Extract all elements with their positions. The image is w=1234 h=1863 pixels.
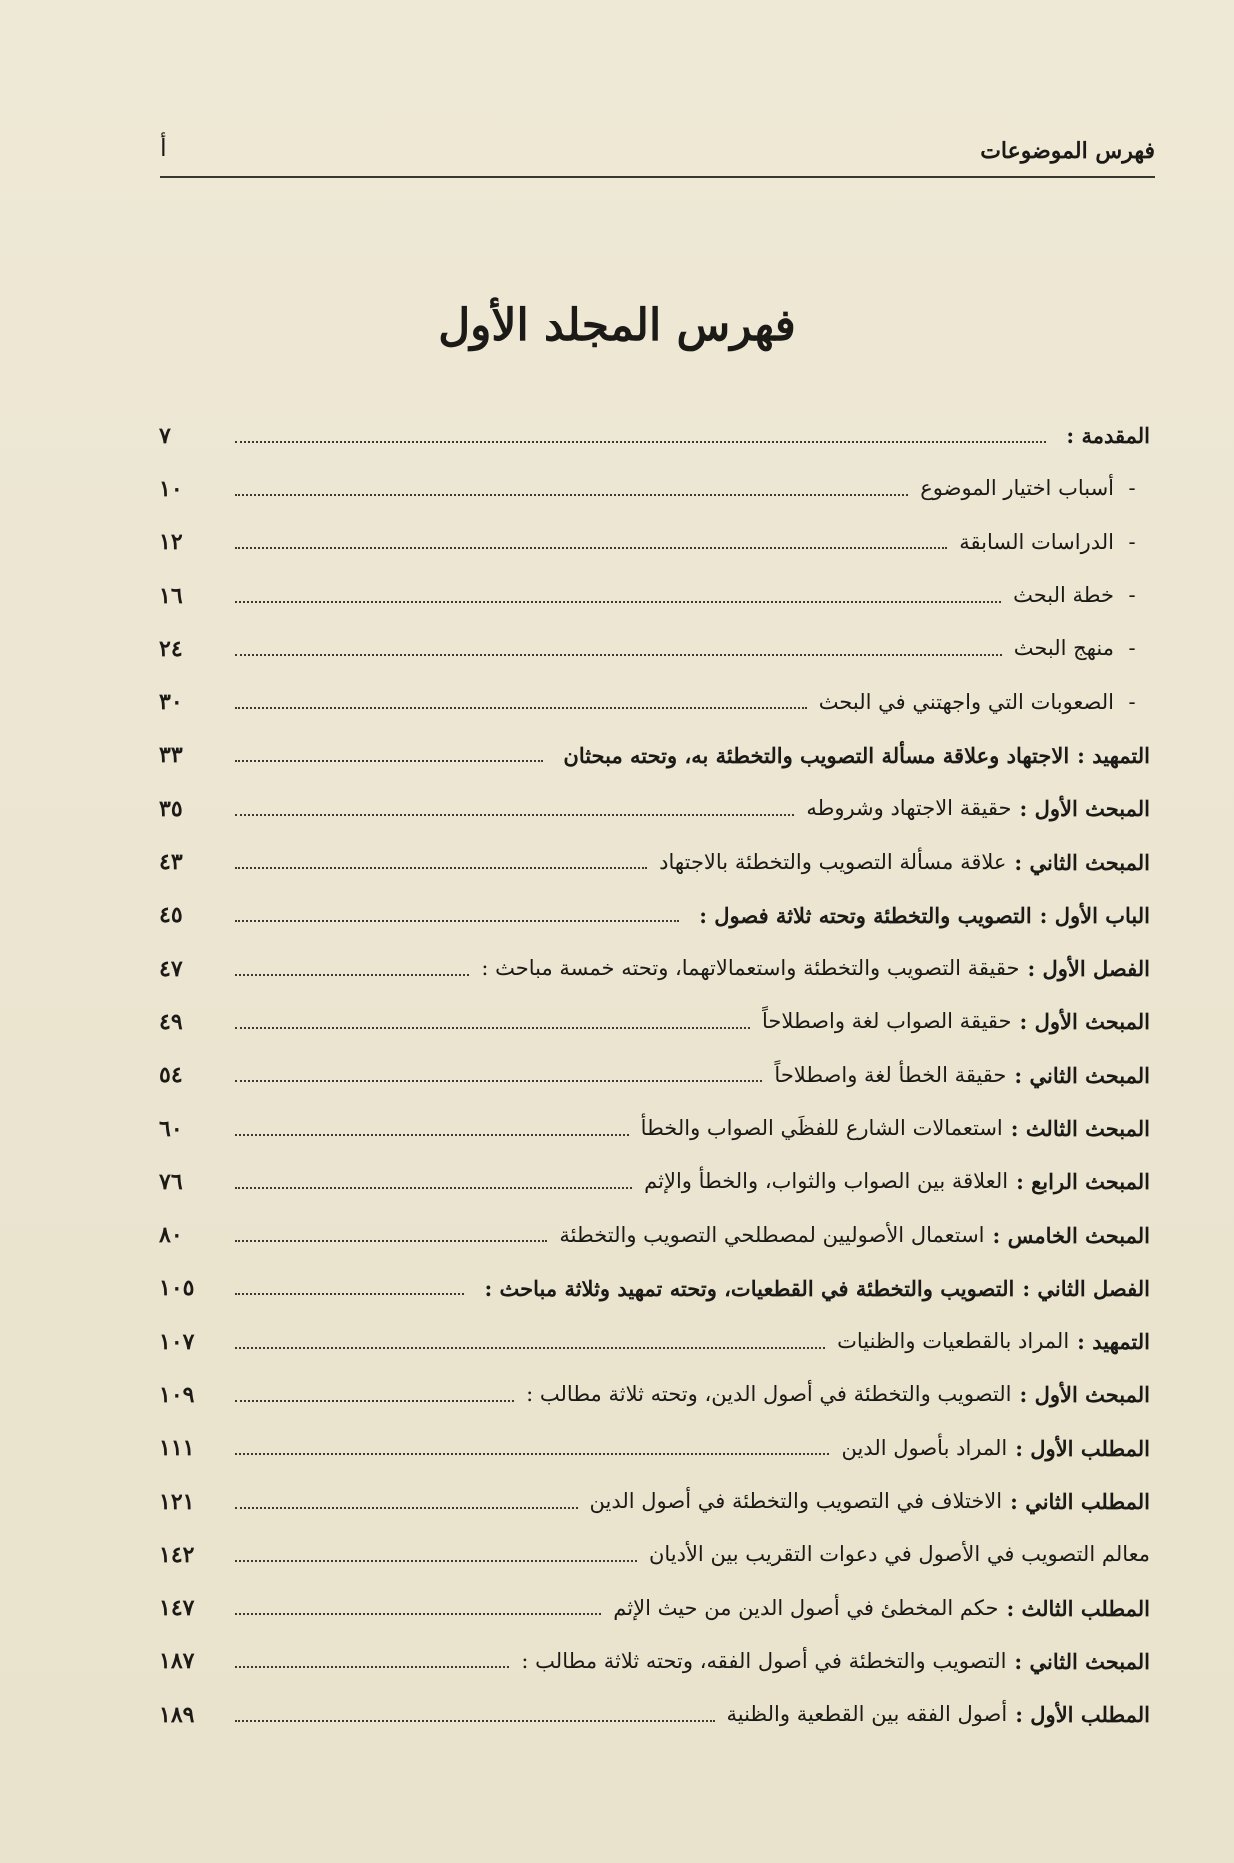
toc-page-number: ٥٤ — [159, 1062, 183, 1089]
toc-row[interactable] — [155, 1688, 1150, 1741]
dot-leader — [235, 1027, 750, 1029]
toc-entry — [235, 1102, 1150, 1155]
dot-leader — [235, 654, 1002, 656]
toc-page-number: ١٨٧ — [159, 1648, 195, 1675]
toc-page-number: ٨٠ — [159, 1222, 183, 1249]
dot-leader — [235, 1453, 829, 1455]
toc-label: الباب الأول : — [1039, 902, 1150, 928]
toc-label: الفصل الأول : — [1027, 956, 1150, 982]
toc-entry — [235, 1155, 1150, 1208]
toc-text: الاختلاف في التصويب والتخطئة في أصول الدين — [589, 1489, 1003, 1514]
dot-leader — [235, 1507, 578, 1509]
toc-entry — [235, 1262, 1150, 1315]
toc-row[interactable] — [155, 1422, 1150, 1475]
toc-label: المبحث الثاني : — [1014, 1062, 1150, 1088]
main-title: فهرس المجلد الأول — [438, 300, 796, 351]
toc-text: التصويب والتخطئة في أصول الدين، وتحته ثلاثة مطالب : — [526, 1382, 1012, 1407]
toc-row[interactable] — [155, 942, 1150, 995]
toc-page-number: ١٨٩ — [159, 1701, 195, 1728]
toc-text: التصويب والتخطئة وتحته ثلاثة فصول : — [699, 902, 1032, 928]
toc-text: الاجتهاد وعلاقة مسألة التصويب والتخطئة به، وتحته مبحثان — [563, 742, 1070, 768]
running-title: فهرس الموضوعات — [980, 138, 1155, 164]
toc-label: المبحث الثاني : — [1014, 849, 1150, 875]
toc-entry — [235, 516, 1150, 569]
dot-leader — [235, 1400, 514, 1402]
toc-page-number: ٤٧ — [159, 955, 183, 982]
toc-row[interactable] — [155, 1049, 1150, 1102]
toc-label: المطلب الأول : — [1015, 1702, 1150, 1728]
toc-text: التصويب والتخطئة في أصول الفقه، وتحته ثلاثة مطالب : — [521, 1648, 1007, 1673]
toc-page-number: ٣٥ — [159, 795, 183, 822]
dot-leader — [235, 760, 543, 762]
toc-text: التصويب والتخطئة في القطعيات، وتحته تمهيد وثلاثة مباحث : — [484, 1275, 1015, 1301]
toc-label: المطلب الثالث : — [1006, 1595, 1150, 1621]
toc-text: الصعوبات التي واجهتني في البحث — [818, 689, 1114, 714]
toc-row[interactable] — [155, 729, 1150, 782]
toc-entry — [235, 1422, 1150, 1475]
toc-label: المبحث الأول : — [1019, 1009, 1150, 1035]
toc-row[interactable] — [155, 889, 1150, 942]
toc-row[interactable] — [155, 1102, 1150, 1155]
toc-label: المبحث الأول : — [1019, 1382, 1150, 1408]
toc-entry — [235, 1635, 1150, 1688]
toc-text: حكم المخطئ في أصول الدين من حيث الإثم — [613, 1595, 999, 1620]
dash-bullet: - — [1128, 476, 1136, 501]
toc-text: منهج البحث — [1013, 636, 1114, 661]
toc-text: معالم التصويب في الأصول في دعوات التقريب بين الأديان — [648, 1542, 1150, 1567]
dot-leader — [235, 1134, 629, 1136]
toc-entry — [235, 675, 1150, 728]
dot-leader — [235, 1613, 601, 1615]
dot-leader — [235, 441, 1046, 443]
toc-page-number: ٤٥ — [159, 902, 183, 929]
toc-page-number: ١٤٧ — [159, 1595, 195, 1622]
toc-entry — [235, 1528, 1150, 1581]
toc-page-number: ٧ — [159, 422, 171, 449]
dot-leader — [235, 547, 947, 549]
toc-row[interactable] — [155, 1475, 1150, 1528]
toc-page-number: ١٠٥ — [159, 1275, 195, 1302]
running-header — [160, 128, 1155, 178]
toc-entry — [235, 835, 1150, 888]
dot-leader — [235, 920, 679, 922]
toc-entry — [235, 1049, 1150, 1102]
toc-row[interactable] — [155, 995, 1150, 1048]
toc-page-number: ٧٦ — [159, 1168, 183, 1195]
toc-entry — [235, 1208, 1150, 1261]
toc-entry — [235, 942, 1150, 995]
toc-text: حقيقة الخطأ لغة واصطلاحاً — [774, 1062, 1007, 1087]
dot-leader — [235, 1187, 632, 1189]
toc-text: أصول الفقه بين القطعية والظنية — [726, 1702, 1008, 1727]
toc-text: حقيقة التصويب والتخطئة واستعمالاتهما، وتحته خمسة مباحث : — [481, 956, 1020, 981]
toc-entry — [235, 729, 1150, 782]
toc-row[interactable] — [155, 409, 1150, 462]
toc-row[interactable] — [155, 462, 1150, 515]
dash-bullet: - — [1128, 689, 1136, 714]
toc-page-number: ٢٤ — [159, 635, 183, 662]
toc-text: العلاقة بين الصواب والثواب، والخطأ والإثم — [644, 1169, 1009, 1194]
toc-label: الفصل الثاني : — [1022, 1275, 1150, 1301]
toc-entry — [235, 462, 1150, 515]
toc-row[interactable] — [155, 569, 1150, 622]
toc-entry — [235, 1368, 1150, 1421]
toc-row[interactable] — [155, 1528, 1150, 1581]
toc-page-number: ١٦ — [159, 582, 183, 609]
toc-page-number: ١١١ — [159, 1435, 195, 1462]
toc-entry — [235, 1582, 1150, 1635]
toc-label: التمهيد : — [1077, 742, 1150, 768]
toc-text: استعمال الأصوليين لمصطلحي التصويب والتخطئة — [559, 1222, 985, 1247]
toc-row[interactable] — [155, 622, 1150, 675]
toc-row[interactable] — [155, 675, 1150, 728]
toc-label: المبحث الثاني : — [1014, 1648, 1150, 1674]
toc-page-number: ١٢١ — [159, 1488, 195, 1515]
dot-leader — [235, 707, 807, 709]
toc-entry — [235, 1315, 1150, 1368]
toc-label: المبحث الثالث : — [1010, 1116, 1150, 1141]
dot-leader — [235, 867, 647, 869]
dot-leader — [235, 1347, 825, 1349]
dot-leader — [235, 1240, 547, 1242]
toc-entry — [235, 569, 1150, 622]
toc-text: أسباب اختيار الموضوع — [920, 476, 1114, 501]
toc-page-number: ٣٠ — [159, 689, 183, 716]
toc-row[interactable] — [155, 782, 1150, 835]
toc-label: المبحث الرابع : — [1016, 1169, 1150, 1195]
toc-entry — [235, 782, 1150, 835]
dot-leader — [235, 1720, 715, 1722]
toc-page-number: ٤٩ — [159, 1008, 183, 1035]
toc-page-number: ٦٠ — [159, 1115, 183, 1142]
toc-row[interactable] — [155, 516, 1150, 569]
toc-label: المقدمة : — [1066, 423, 1150, 449]
toc-label: المطلب الثاني : — [1010, 1489, 1150, 1515]
toc-text: علاقة مسألة التصويب والتخطئة بالاجتهاد — [659, 849, 1007, 874]
dash-bullet: - — [1128, 529, 1136, 554]
toc-text: المراد بأصول الدين — [841, 1435, 1008, 1460]
toc-entry — [235, 995, 1150, 1048]
toc-text: خطة البحث — [1013, 583, 1114, 608]
dot-leader — [235, 1293, 464, 1295]
toc-text: حقيقة الصواب لغة واصطلاحاً — [762, 1009, 1012, 1034]
toc-row[interactable] — [155, 1208, 1150, 1261]
toc-entry — [235, 889, 1150, 942]
dot-leader — [235, 1560, 637, 1562]
toc-page-number: ٤٣ — [159, 849, 183, 876]
table-of-contents — [155, 409, 1150, 1741]
toc-entry — [235, 1475, 1150, 1528]
toc-page-number: ٣٣ — [159, 742, 183, 769]
dot-leader — [235, 1080, 762, 1082]
dot-leader — [235, 1666, 509, 1668]
toc-label: التمهيد : — [1077, 1329, 1150, 1355]
toc-page-number: ١٤٢ — [159, 1541, 195, 1568]
toc-label: المبحث الخامس : — [992, 1222, 1150, 1248]
toc-page-number: ١٠٩ — [159, 1381, 195, 1408]
toc-entry — [235, 622, 1150, 675]
toc-row[interactable] — [155, 1368, 1150, 1421]
dot-leader — [235, 974, 469, 976]
toc-label: المبحث الأول : — [1019, 796, 1150, 822]
toc-text: الدراسات السابقة — [959, 529, 1114, 554]
toc-page-number: ١٢ — [159, 529, 183, 556]
dash-bullet: - — [1128, 636, 1136, 661]
toc-page-number: ١٠٧ — [159, 1328, 195, 1355]
toc-row[interactable] — [155, 1315, 1150, 1368]
dash-bullet: - — [1128, 583, 1136, 608]
dot-leader — [235, 601, 1001, 603]
toc-row[interactable] — [155, 1582, 1150, 1635]
toc-row[interactable] — [155, 1635, 1150, 1688]
toc-entry — [235, 1688, 1150, 1741]
toc-row[interactable] — [155, 1262, 1150, 1315]
dot-leader — [235, 494, 908, 496]
toc-page-number: ١٠ — [159, 475, 183, 502]
dot-leader — [235, 814, 794, 816]
toc-entry — [235, 409, 1150, 462]
toc-row[interactable] — [155, 1155, 1150, 1208]
toc-row[interactable] — [155, 835, 1150, 888]
toc-text: استعمالات الشارع للفظَي الصواب والخطأ — [640, 1116, 1003, 1140]
toc-text: المراد بالقطعيات والظنيات — [837, 1329, 1070, 1354]
toc-text: حقيقة الاجتهاد وشروطه — [806, 796, 1012, 821]
page-number: أ — [160, 134, 167, 162]
toc-label: المطلب الأول : — [1015, 1435, 1150, 1461]
